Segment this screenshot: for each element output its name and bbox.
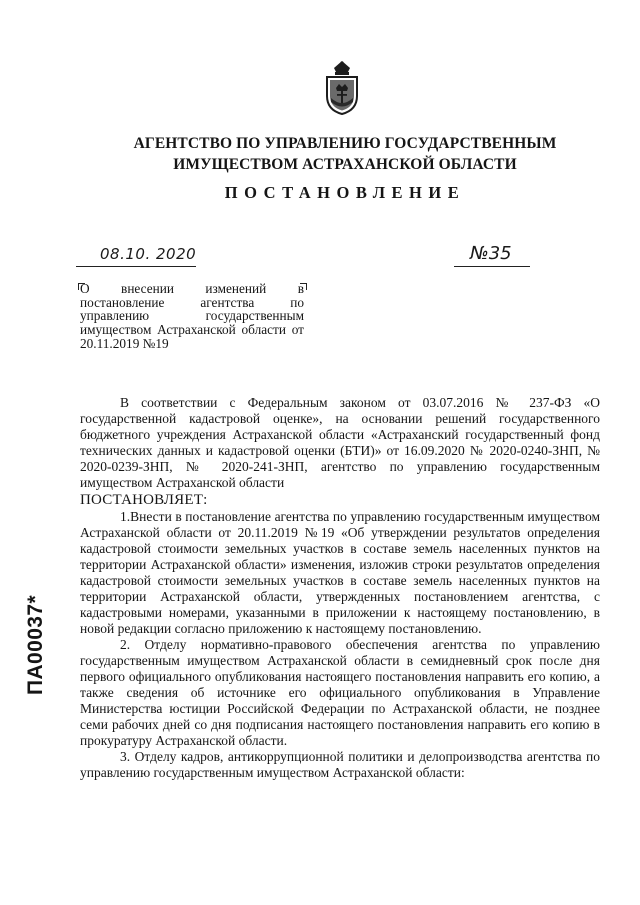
clause-2-paragraph: 2. Отделу нормативно-правового обеспечения агентства по управлению государственным имуществом Астраханской области в семидневный срок после дня первого официального опубликования настоящего постановления направить его копию, а также сведения об источнике его официального опубликования в Управление Министерства юстиции Российской Федерации по Астраханской области, не позднее семи рабочих дней со дня подписания настоящего постановления направить его копию в прокуратуру Астраханской области.: [80, 637, 600, 748]
coat-of-arms-icon: [322, 60, 362, 116]
preamble-paragraph: В соответствии с Федеральным законом от 03.07.2016 № 237-ФЗ «О государственной кадастровой оценке», на основании решений государственного бюджетного учреждения Астраханской области «Астраханский государственный фонд технических данных и кадастровой оценки (БТИ)» от 16.09.2020 № 2020-0240-ЗНП, № 2020-0239-ЗНП, № 2020-241-ЗНП, агентство по управлению государственным имуществом Астраханской области: [80, 395, 600, 490]
registration-stamp: ПА00037*: [24, 594, 47, 696]
clause-1-paragraph: 1.Внести в постановление агентства по управлению государственным имуществом Астраханской области от 20.11.2019 №19 «Об утверждении результатов определения кадастровой стоимости земельных участков в составе земель населенных пунктов на территории Астраханской области» изменения, изложив строки результатов определения кадастровой стоимости земельных участков в составе земель населенных пунктов на территории Астраханской области, утвержденных постановлением агентства, с кадастровыми номерами, указанными в приложении к настоящему постановлению, в новой редакции согласно приложению к настоящему постановлению.: [80, 509, 600, 636]
document-subject: О внесении изменений в постановление агентства по управлению государственным имуществом Астраханской области от 20.11.2019 №19: [80, 281, 304, 351]
document-number: №35: [470, 243, 512, 264]
clause-3-paragraph: 3. Отделу кадров, антикоррупционной политики и делопроизводства агентства по управлению государственным имуществом Астраханской области:: [80, 749, 600, 780]
agency-name: [110, 133, 580, 175]
document-type-title: ПОСТАНОВЛЕНИЕ: [224, 183, 466, 202]
decree-keyword: ПОСТАНОВЛЯЕТ:: [80, 492, 208, 508]
document-date: 08.10. 2020: [100, 245, 197, 263]
agency-name-line-1: АГЕНТСТВО ПО УПРАВЛЕНИЮ ГОСУДАРСТВЕННЫМ: [133, 135, 557, 152]
agency-name-line-2: ИМУЩЕСТВОМ АСТРАХАНСКОЙ ОБЛАСТИ: [173, 156, 517, 173]
document-body: [80, 395, 600, 781]
